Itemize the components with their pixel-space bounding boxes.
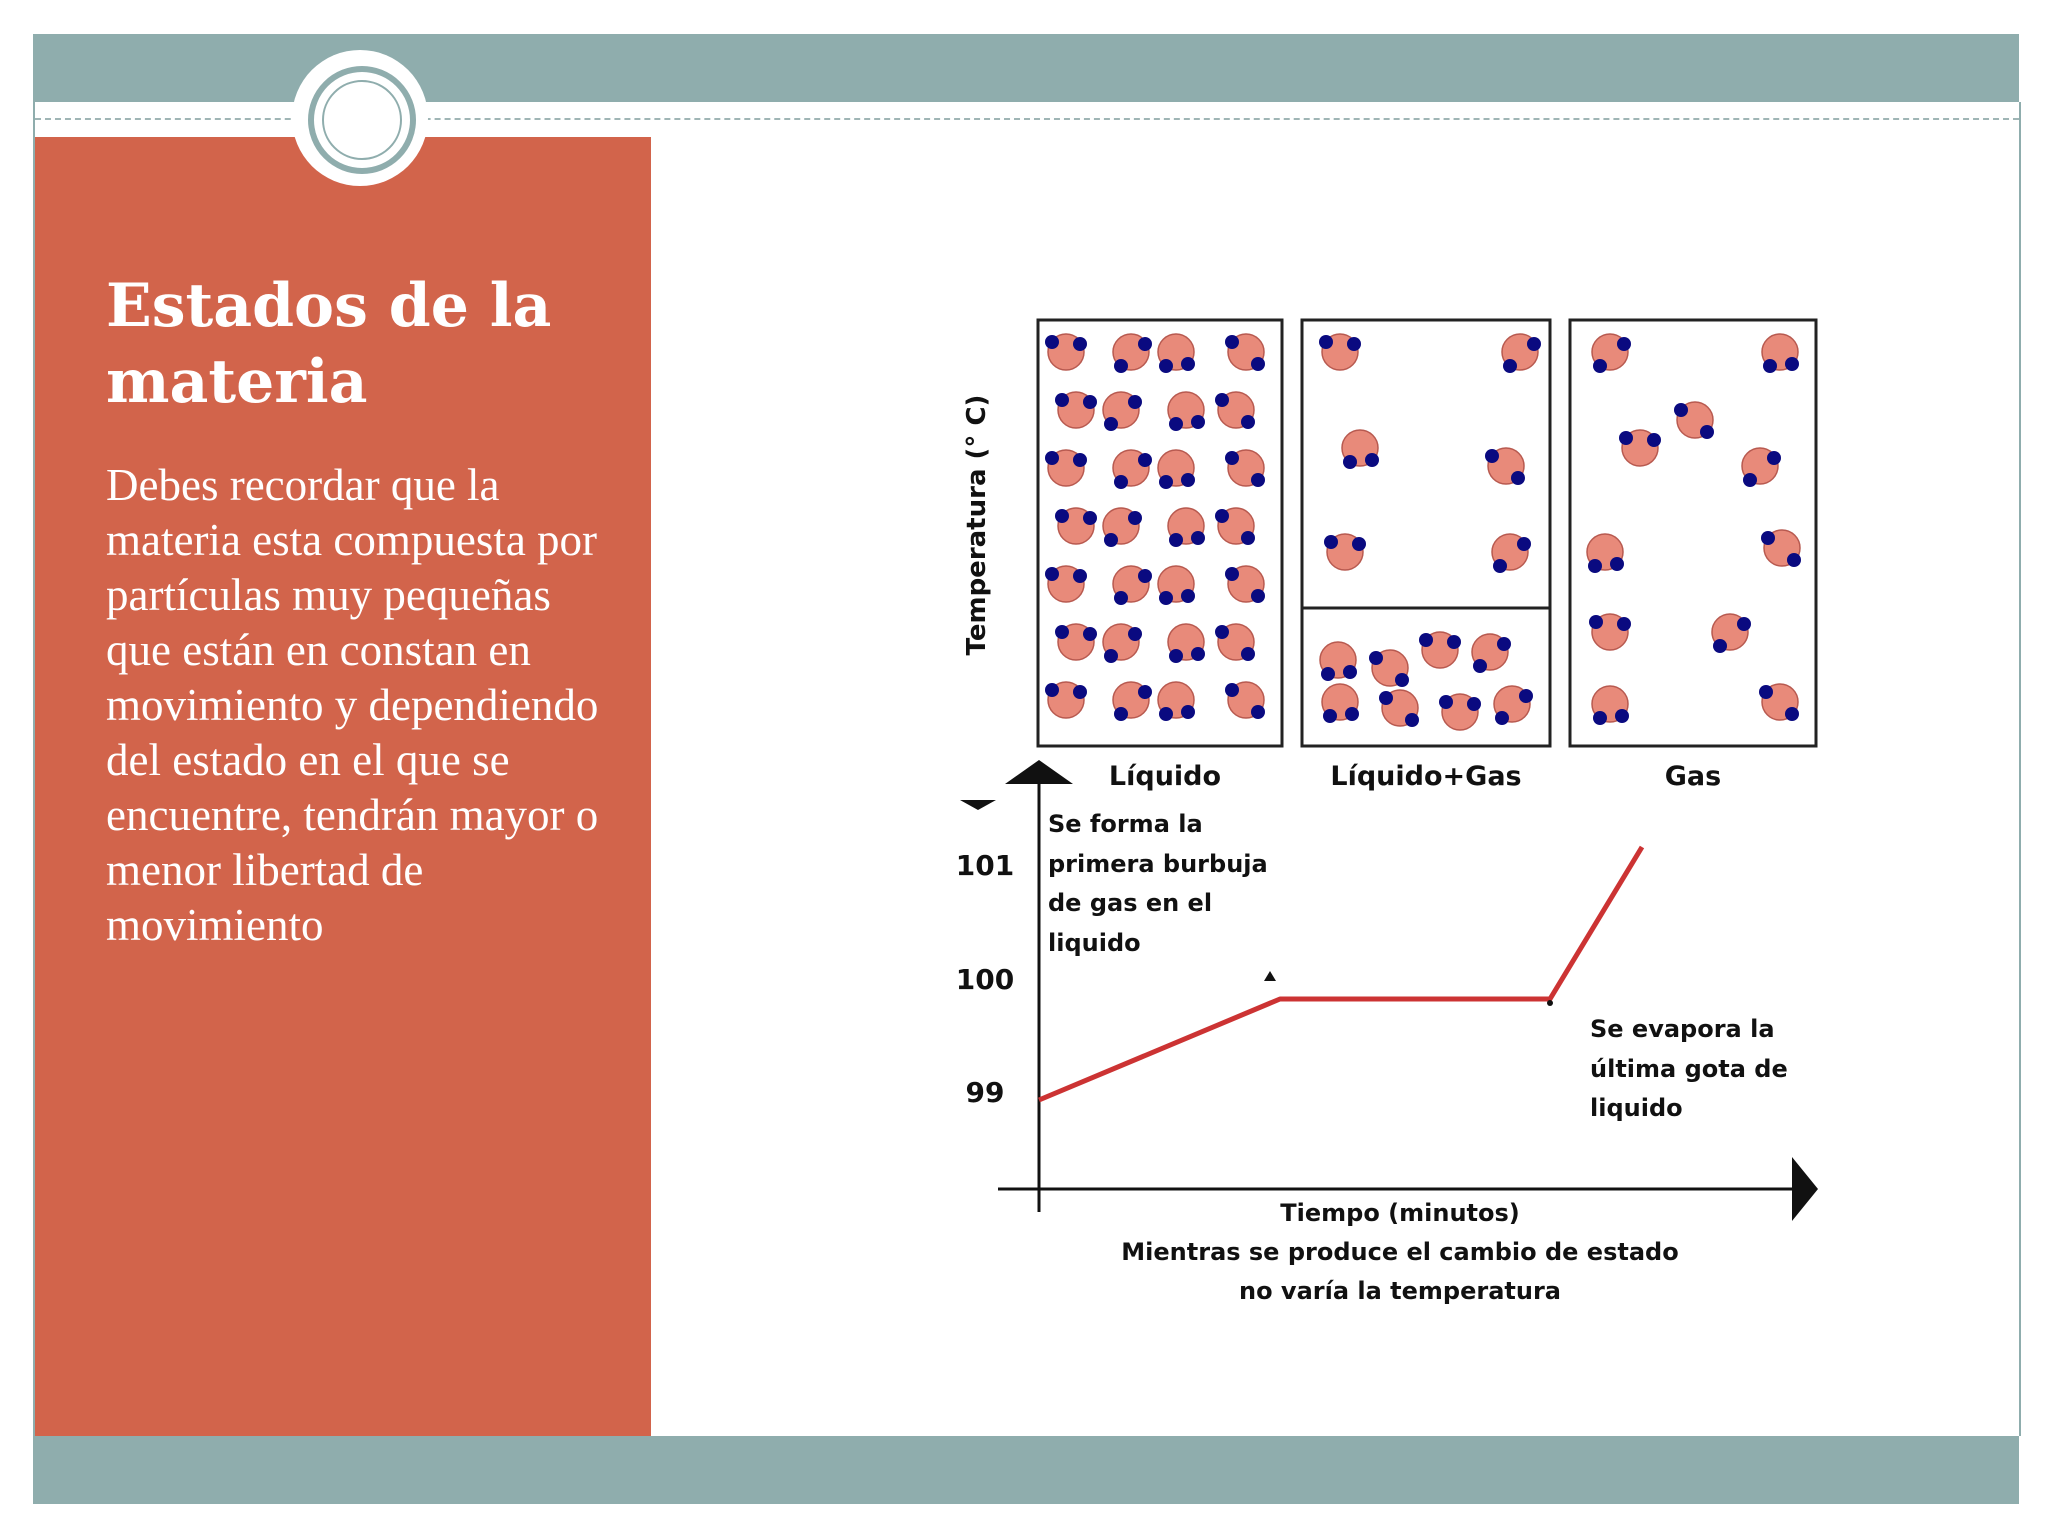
annotation-start-line-3: de gas en el [1048, 889, 1213, 917]
states-of-matter-diagram [950, 300, 1830, 1320]
box-label-liquid: Líquido [1108, 761, 1222, 792]
particle [1168, 624, 1205, 663]
annotation-first-bubble [1048, 810, 1268, 957]
particle [1322, 684, 1359, 723]
slide-title: Estados de la materia [106, 271, 552, 417]
annotation-start-line-4: liquido [1048, 929, 1141, 957]
liquid-gas-box [1302, 320, 1550, 746]
bottom-band [33, 1436, 2019, 1504]
x-axis-arrow [1792, 1157, 1818, 1221]
particle [1342, 430, 1379, 469]
axis-marker [960, 800, 996, 810]
particle [1168, 508, 1205, 547]
annotation-end-line-2: última gota de [1590, 1055, 1788, 1083]
particle [1158, 334, 1195, 373]
annotation-start-line-2: primera burbuja [1048, 850, 1268, 878]
particle [1158, 682, 1195, 721]
first-bubble-marker [1264, 971, 1276, 981]
medallion-ornament [292, 50, 428, 186]
tick-label-101: 101 [955, 849, 1015, 882]
particle [1158, 566, 1195, 605]
last-drop-marker [1547, 1000, 1553, 1006]
annotation-last-drop [1590, 1015, 1788, 1122]
box-label-liquid-gas: Líquido+Gas [1330, 761, 1522, 792]
particle [1320, 642, 1357, 681]
caption-line-2: no varía la temperatura [1239, 1277, 1561, 1305]
temperature-curve [1039, 847, 1642, 1100]
particle [1168, 392, 1205, 431]
slide-body: Debes recordar que la materia esta compuesta por partículas muy pequeñas que están en constan en movimiento y dependiendo del estado en el que se encuentre, tendrán mayor o menor libertad de movimiento [106, 460, 599, 950]
particle [1587, 534, 1624, 573]
box-label-gas: Gas [1664, 761, 1722, 792]
y-axis-arrow [1005, 760, 1073, 784]
annotation-start-line-1: Se forma la [1048, 810, 1203, 838]
caption-line-1: Mientras se produce el cambio de estado [1121, 1238, 1679, 1266]
tick-label-99: 99 [965, 1076, 1005, 1109]
annotation-end-line-1: Se evapora la [1590, 1015, 1775, 1043]
annotation-end-line-3: liquido [1590, 1094, 1683, 1122]
particle [1592, 686, 1629, 725]
particle [1762, 334, 1799, 373]
x-axis-label: Tiempo (minutos) [1280, 1199, 1520, 1227]
particle [1158, 450, 1195, 489]
y-axis-label: Temperatura (° C) [962, 394, 992, 656]
tick-label-100: 100 [955, 963, 1015, 996]
